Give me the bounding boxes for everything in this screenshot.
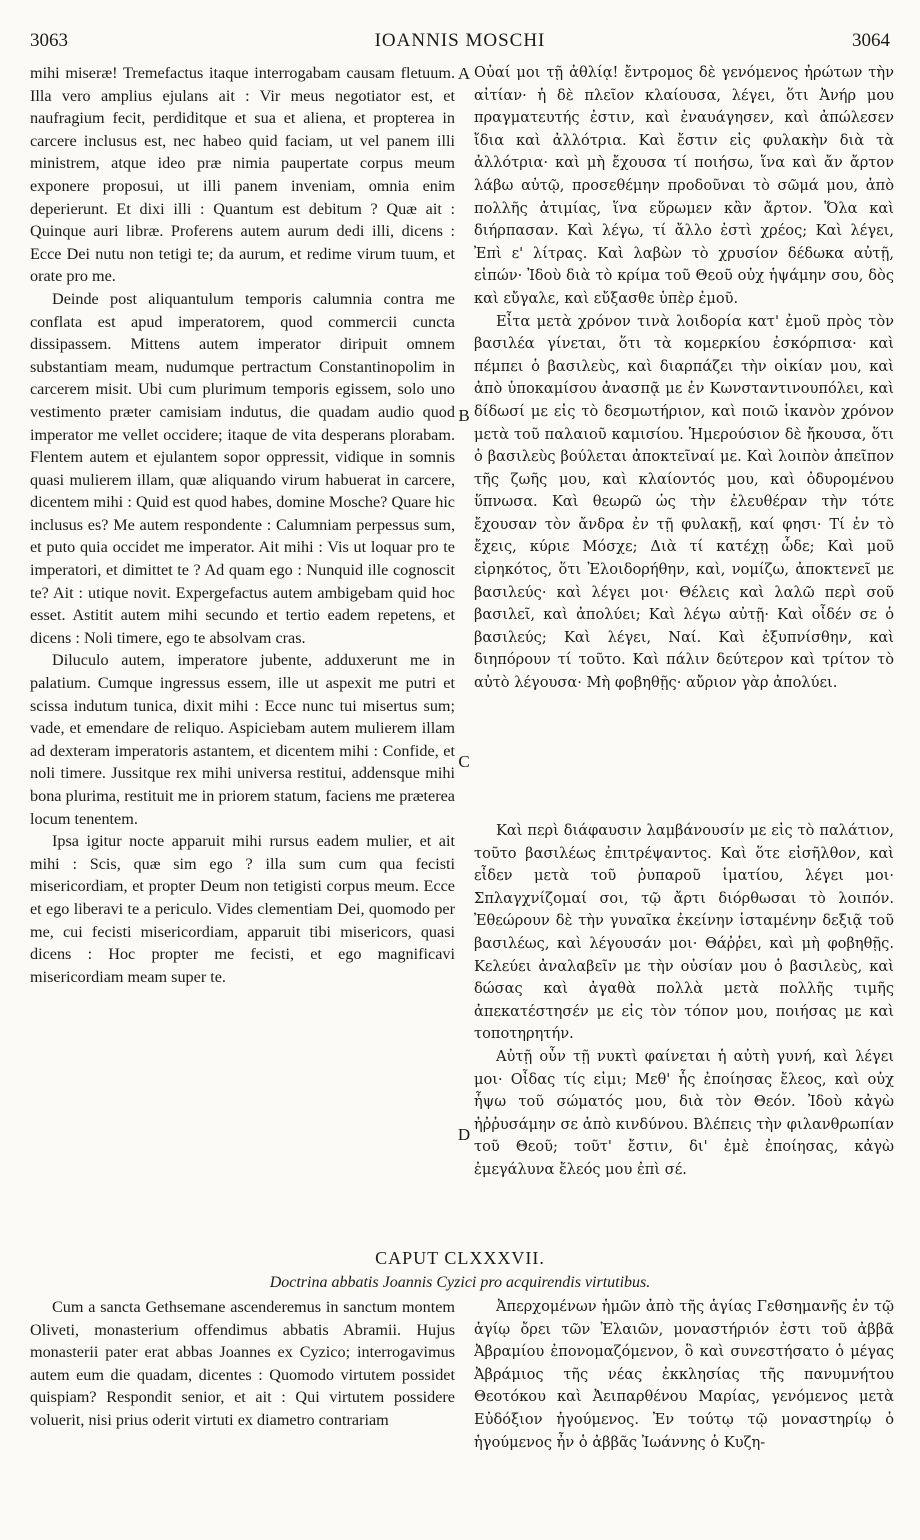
greek-paragraph: Οὐαί μοι τῇ ἀθλίᾳ! ἔντρομος δὲ γενόμενος ἠρώτων τὴν αἰτίαν· ἡ δὲ πλεῖον κλαίουσα, λέγει, ὅτι Ἀνήρ μου πραγματευτής ἐστιν, καὶ ἐναυάγησεν, καὶ ἀπώλεσεν ἴδια καὶ ἀλλότρια. Καὶ ἔστιν εἰς φυλακὴν διὰ τὰ ἀλλότρια· καὶ μὴ ἔχουσα τί ποιήσω, ἵνα καὶ ἄν ἄρτον λάβω αὐτῷ, προσεθέμην προδοῦναι τὸ σῶμά μου, ἀπὸ πολλῆς ἀτιμίας, ἵνα εὕρωμεν κἂν ἄρτον. Ὅλα καὶ διήρπασαν. Καὶ λέγω, τί ἄλλο ἐστὶ χρέος; Καὶ λέγει, Ἐπὶ ε' λίτρας. Καὶ λαβὼν τὸ χρυσίον δέδωκα αὐτῇ, εἰπών· Ἰδοὺ διὰ τὸ κρίμα τοῦ Θεοῦ οὐχ ἡψάμην σου, δὸς καὶ εὔγαλε, καὶ εὔξασθε ὑπὲρ ἐμοῦ. [474, 64, 894, 307]
section-marker-c: C [458, 752, 470, 771]
greek-column-middle [474, 820, 894, 1182]
greek-column-top [474, 62, 894, 695]
latin-paragraph: Diluculo autem, imperatore jubente, adduxerunt me in palatium. Cumque ingressus essem, ille ut aspexit me putri et scissa indutum tunica, dixit mihi : Ecce nunc tui misertus sum; vade, et emendare de reliquo. Aspiciebam autem mulierem illam ad dexteram imperatoris astantem, et dicentem mihi : Confide, et noli timere. Jussitque rex mihi universa restitui, addensque mihi bona plurima, restituit me in priorem statum, faciens me præterea locum tenentem. [30, 651, 455, 828]
greek-paragraph: Εἶτα μετὰ χρόνον τινὰ λοιδορία κατ' ἐμοῦ πρὸς τὸν βασιλέα γίνεται, ὅτι τὰ κομερκίου ἐσκόρπισα· καὶ πέμπει ὁ βασιλεὺς, καὶ διαρπάζει τὴν οἰκίαν μου, καὶ ἀπὸ ὑποκαμίσου ἀνασπᾷ με ἐν Κωνσταντινουπόλει, καὶ δίδωσί με εἰς τὸ δεσμωτήριον, καὶ ποιῶ ἱκανὸν χρόνον μετὰ τοῦ παλαιοῦ καμισίου. Ἡμερούσιον δὲ ἤκουσα, ὅτι ὁ βασιλεὺς βούλεται ἀποκτεῖναί με. Καὶ λοιπὸν ἀπεῖπον τῆς ζωῆς μου, καὶ κλαίοντός μου, καὶ ὀδυρομένου ὕπνωσα. Καὶ θεωρῶ ὡς τὴν ἐλευθέραν τὴν τότε ἔχουσαν τὸν ἄνδρα ἐν τῇ φυλακῇ, καί φησι· Τί ἐν τὸ ἔχεις, κύριε Μόσχε; Διὰ τί κατέχῃ ὧδε; Καὶ μοῦ εἰρηκότος, ὅτι Ἐλοιδορήθην, καὶ, νομίζω, ἀποκτενεῖ με βασιλεύς· καὶ λέγει μοι· Θέλεις καὶ λαλῶ περὶ σοῦ βασιλεῖ, καὶ ἀπολύει; Καὶ λέγω αὐτῇ· Καὶ οἶδέν σε ὁ βασιλεύς; Καὶ λέγει, Ναί. Καὶ ἐξυπνίσθην, καὶ διηπόρουν τί τοῦτο. Καὶ πάλιν δεύτερον καὶ τρίτον τὸ αὐτὸ λέγουσα· Μὴ φοβηθῇς· αὔριον γὰρ ἀπολύει. [474, 312, 894, 692]
section-marker-d: D [457, 1125, 471, 1144]
latin-column-bottom [30, 1296, 455, 1432]
page-header [30, 30, 890, 54]
page-number-right: 3064 [852, 30, 890, 51]
latin-paragraph: Cum a sancta Gethsemane ascenderemus in sanctum montem Oliveti, monasterium offendimus abbatis Abramii. Hujus monasterii pater erat abbas Joannes ex Cyzico; interrogavimus autem eum die quadam, dicentes : Quomodo virtutem possidet quispiam? Respondit senior, et ait : Qui virtutem possidere voluerit, nisi prius oderit virtuti ex diametro contrariam [30, 1298, 455, 1429]
section-marker-a: A [457, 64, 471, 83]
greek-paragraph: Ἀπερχομένων ἡμῶν ἀπὸ τῆς ἁγίας Γεθσημανῆς ἐν τῷ ἁγίῳ ὄρει τῶν Ἐλαιῶν, μοναστήριόν ἐστι τοῦ ἀββᾶ Ἀβραμίου ἐπονομαζόμενον, ὃ καὶ συνεστήσατο ὁ μέγας Ἀβράμιος τῆς νέας ἐκκλησίας τῆς πανυμνήτου Θεοτόκου καὶ Ἀειπαρθένου Μαρίας, γενόμενος μετὰ Εὐδόξιον ἡγούμενος. Ἐν τούτῳ τῷ μοναστηρίῳ ὁ ἡγούμενος ἦν ὁ ἀββᾶς Ἰωάννης ὁ Κυζη- [474, 1298, 894, 1451]
running-title: IOANNIS MOSCHI [374, 30, 546, 51]
section-marker-b: B [458, 406, 470, 425]
latin-column-top [30, 62, 455, 988]
page-number-left: 3063 [30, 30, 68, 51]
chapter-title: CAPUT CLXXXVII. [375, 1248, 545, 1268]
latin-paragraph: Deinde post aliquantulum temporis calumnia contra me conflata est apud imperatorem, quod commercii cuncta dissipassem. Mittens autem imperator diripuit omnem substantiam meam, nudumque pertractum Constantinopolim in carcerem misit. Ubi cum plurimum temporis egissem, solo uno vestimento præter camisiam indutus, die quadam audio quod imperator me vellet occidere; itaque de vita desperans plorabam. Flentem autem et ejulantem sopor oppressit, vidique in somnis quasi mulierem illam, quæ aliquando virum habuerat in carcere, dicentem mihi : Quid est quod habes, domine Mosche? Quare hic inclusus es? Me autem respondente : Calumniam perpessus sum, et puto quia occidet me imperator. Ait mihi : Vis ut loquar pro te imperatori, et dimittet te ? Ad quam ego : Nunquid ille cognoscit te? Ait : utique novit. Expergefactus autem ambigebam quid hoc esset. Astitit autem mihi secundo et tertio eadem repetens, et dicens : Noli timere, ego te absolvam cras. [30, 289, 455, 647]
greek-paragraph: Καὶ περὶ διάφαυσιν λαμβάνουσίν με εἰς τὸ παλάτιον, τοῦτο βασιλέως ἐπιτρέψαντος. Καὶ ὅτε εἰσῆλθον, καὶ εἶδεν μετὰ τοῦ ῥυπαροῦ ἱματίου, λέγει μοι· Σπλαγχνίζομαί σοι, τῷ ἄρτι διόρθωσαι τὸ λοιπόν. Ἐθεώρουν δὲ τὴν γυναῖκα ἐκείνην ἱσταμένην δεξιᾷ τοῦ βασιλέως, καὶ λέγουσάν μοι· Θάῤῥει, καὶ μὴ φοβηθῇς. Κελεύει ἀναλαβεῖν με τὴν οὐσίαν μου ὁ βασιλεὺς, καὶ δώσας καὶ ἀγαθὰ πολλὰ μετὰ πολλῆς τιμῆς ἀπεκατέστησέν με εἰς τὸν τόπον μου, ποιήσας με καὶ τοποτηρητήν. [474, 822, 894, 1043]
chapter-subtitle: Doctrina abbatis Joannis Cyzici pro acquirendis virtutibus. [269, 1274, 651, 1291]
greek-column-bottom [474, 1296, 894, 1454]
latin-paragraph: Ipsa igitur nocte apparuit mihi rursus eadem mulier, et ait mihi : Scis, quæ sim ego ? illa sum cum qua fecisti misericordiam, et propter Deum non tetigisti corpus meum. Ecce et ego liberavi te a periculo. Vides clementiam Dei, quomodo per me, cui fecisti misericordiam, apparuit tibi misericors, quasi dicens : Hoc propter me fecisti, et ego magnificavi misericordiam meam super te. [30, 832, 455, 986]
greek-paragraph: Αὐτῇ οὖν τῇ νυκτὶ φαίνεται ἡ αὐτὴ γυνή, καὶ λέγει μοι· Οἶδας τίς εἰμι; Μεθ' ἧς ἐποίησας ἔλεος, καὶ οὐχ ἧψω τοῦ σώματός μου, διὰ τὸν Θεόν. Ἰδοὺ κἀγὼ ἠῤῥυσάμην σε ἀπὸ κινδύνου. Βλέπεις τὴν φιλανθρωπίαν τοῦ Θεοῦ; τοῦτ' ἔστιν, δι' ἐμὲ ἐποίησας, κἀγὼ ἐμεγάλυνα ἔλεός μου ἐπὶ σέ. [474, 1047, 894, 1178]
latin-paragraph: mihi miseræ! Tremefactus itaque interrogabam causam fletuum. Illa vero amplius ejulans ait : Vir meus negotiator est, et naufragium fecit, perdiditque et sua et aliena, et propterea in carcere inclusus est, nec habeo quid faciam, ut vel panem illi ministrem, atque ideo præ nimia paupertate corpus meum exponere proposui, ut illi panem inveniam, omnia enim deperierunt. Et dixi illi : Quantum est debitum ? Quæ ait : Quinque auri libræ. Proferens autem aurum dedi illi, dicens : Ecce Dei nutu non tetigi te; da aurum, et redime virum tuum, et orate pro me. [30, 64, 455, 286]
